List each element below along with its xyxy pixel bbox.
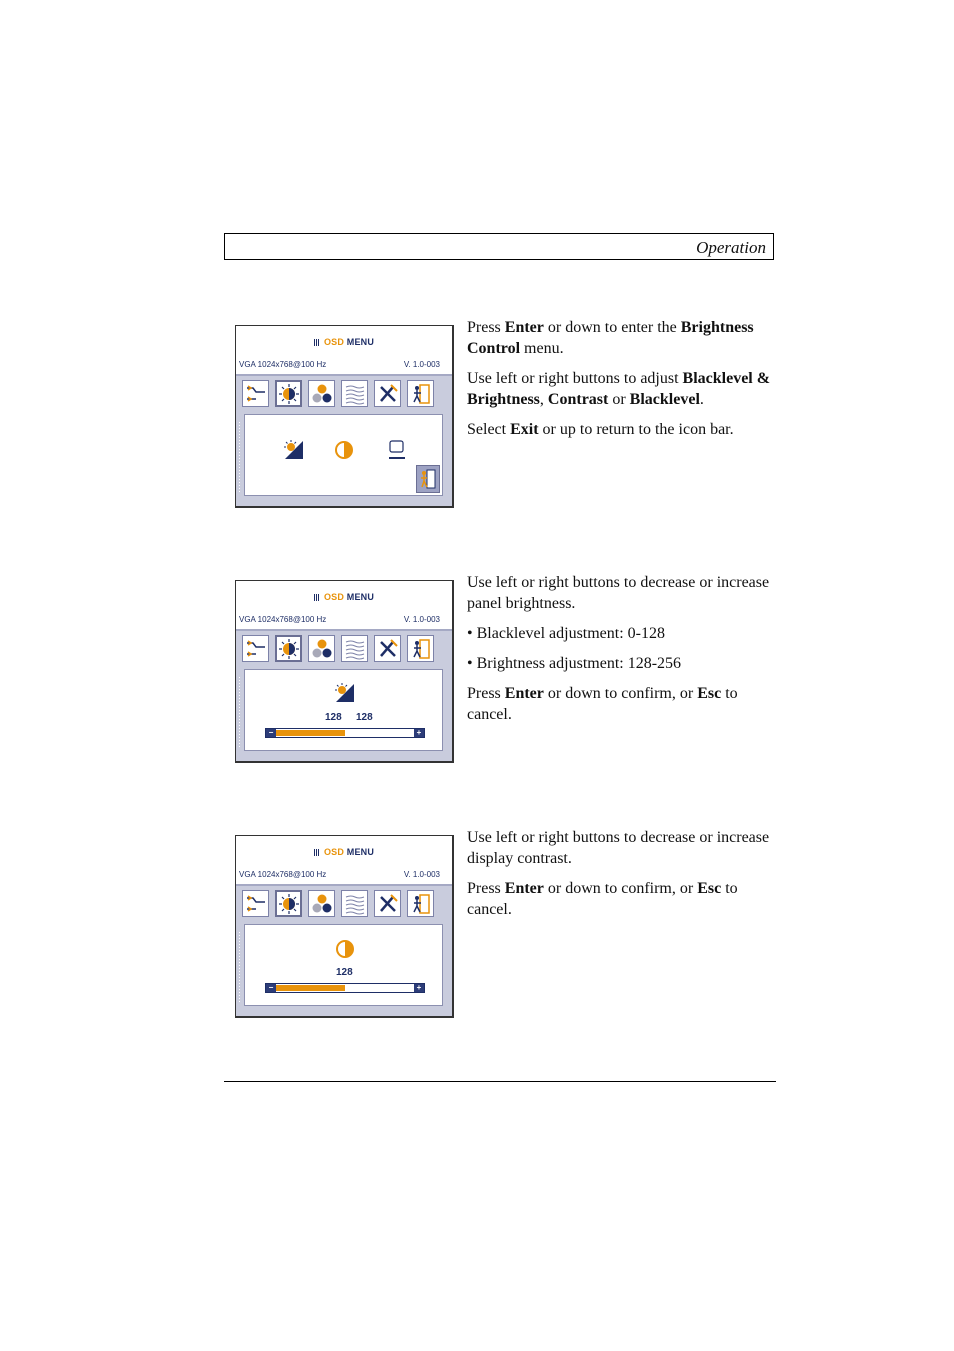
text: Press xyxy=(467,319,505,336)
osd-title-suffix: MENU xyxy=(346,847,375,857)
section1-text xyxy=(467,317,772,449)
exit-door-icon[interactable] xyxy=(407,635,434,662)
text: Select xyxy=(467,421,511,438)
exit-door-icon[interactable] xyxy=(407,380,434,407)
section1-paragraph1 xyxy=(467,317,772,359)
text: or xyxy=(608,391,630,408)
osd-header xyxy=(236,836,452,886)
osd-screenshot-contrast xyxy=(235,835,454,1018)
input-source-icon[interactable] xyxy=(242,380,269,407)
osd-header xyxy=(236,581,452,631)
osd-logo-icon xyxy=(314,849,320,856)
keyword-blacklevel-brightness: Blacklevel & Brightness xyxy=(467,370,771,408)
brightness-icon[interactable] xyxy=(275,380,302,407)
osd-adjust-panel xyxy=(244,924,443,1006)
tools-icon[interactable] xyxy=(374,380,401,407)
osd-screenshot-blacklevel-brightness xyxy=(235,580,454,763)
keyword-blacklevel: Blacklevel xyxy=(629,391,700,408)
osd-version: V. 1.0-003 xyxy=(403,360,440,369)
blacklevel-value: 128 xyxy=(325,712,342,723)
osd-side-dots xyxy=(239,677,240,747)
text: or down to confirm, or xyxy=(543,880,698,897)
tools-icon[interactable] xyxy=(374,890,401,917)
section2-text xyxy=(467,572,772,734)
osd-side-dots xyxy=(239,422,240,492)
text: menu. xyxy=(520,340,564,357)
exit-door-icon[interactable] xyxy=(407,890,434,917)
osd-icon-bar xyxy=(242,380,434,408)
input-source-icon[interactable] xyxy=(242,890,269,917)
osd-resolution: VGA 1024x768@100 Hz xyxy=(239,360,327,369)
header-title: Operation xyxy=(696,238,766,257)
osd-title xyxy=(236,337,452,347)
osd-title xyxy=(236,847,452,857)
blacklevel-brightness-icon[interactable] xyxy=(283,439,305,466)
tools-icon[interactable] xyxy=(374,635,401,662)
color-icon[interactable] xyxy=(308,380,335,407)
page-header xyxy=(224,233,774,260)
brightness-icon[interactable] xyxy=(275,635,302,662)
section1-paragraph3 xyxy=(467,419,772,440)
keyword-brightness-control: Brightness Control xyxy=(467,319,754,357)
osd-title-suffix: MENU xyxy=(346,592,375,602)
osd-submenu-panel xyxy=(244,414,443,496)
keyword-contrast: Contrast xyxy=(547,391,609,408)
keyword-enter: Enter xyxy=(504,685,544,702)
osd-logo-icon xyxy=(314,594,320,601)
color-icon[interactable] xyxy=(308,890,335,917)
text: . xyxy=(699,391,704,408)
text: , xyxy=(539,391,548,408)
text: Press xyxy=(467,685,505,702)
color-icon[interactable] xyxy=(308,635,335,662)
slider-increase-button[interactable]: + xyxy=(414,729,424,737)
osd-resolution: VGA 1024x768@100 Hz xyxy=(239,870,327,879)
slider-fill xyxy=(276,985,345,991)
osd-resolution: VGA 1024x768@100 Hz xyxy=(239,615,327,624)
text: or down to confirm, or xyxy=(543,685,698,702)
image-icon[interactable] xyxy=(341,380,368,407)
section3-text xyxy=(467,827,772,929)
osd-header xyxy=(236,326,452,376)
brightness-icon[interactable] xyxy=(275,890,302,917)
text: or up to return to the icon bar. xyxy=(538,421,734,438)
keyword-exit: Exit xyxy=(510,421,539,438)
section3-paragraph1: Use left or right buttons to decrease or increase display contrast. xyxy=(467,829,770,867)
text: or down to enter the xyxy=(543,319,681,336)
osd-version: V. 1.0-003 xyxy=(403,870,440,879)
contrast-value: 128 xyxy=(336,967,353,978)
slider-decrease-button[interactable]: − xyxy=(266,729,276,737)
osd-logo-icon xyxy=(314,339,320,346)
section3-paragraph2 xyxy=(467,878,772,920)
osd-screenshot-brightness-control xyxy=(235,325,454,508)
brightness-slider[interactable] xyxy=(265,728,425,738)
text: Use left or right buttons to adjust xyxy=(467,370,683,387)
osd-title-prefix: OSD xyxy=(323,847,345,857)
text: Press xyxy=(467,880,505,897)
text: to cancel. xyxy=(467,880,738,918)
osd-version: V. 1.0-003 xyxy=(403,615,440,624)
osd-title-prefix: OSD xyxy=(323,337,345,347)
keyword-esc: Esc xyxy=(697,880,722,897)
osd-side-dots xyxy=(239,932,240,1002)
osd-icon-bar xyxy=(242,890,434,918)
section2-paragraph3 xyxy=(467,683,772,725)
contrast-icon[interactable] xyxy=(334,440,354,465)
slider-decrease-button[interactable]: − xyxy=(266,984,276,992)
contrast-slider[interactable] xyxy=(265,983,425,993)
brightness-value: 128 xyxy=(356,712,373,723)
image-icon[interactable] xyxy=(341,890,368,917)
keyword-esc: Esc xyxy=(697,685,722,702)
submenu-exit-icon[interactable] xyxy=(416,465,440,493)
keyword-enter: Enter xyxy=(504,880,544,897)
osd-icon-bar xyxy=(242,635,434,663)
image-icon[interactable] xyxy=(341,635,368,662)
section2-bullet1: • Blacklevel adjustment: 0-128 xyxy=(467,625,665,642)
slider-increase-button[interactable]: + xyxy=(414,984,424,992)
input-source-icon[interactable] xyxy=(242,635,269,662)
slider-fill xyxy=(276,730,345,736)
osd-adjust-panel xyxy=(244,669,443,751)
osd-title-prefix: OSD xyxy=(323,592,345,602)
section2-paragraph1: Use left or right buttons to decrease or increase panel brightness. xyxy=(467,574,770,612)
osd-title xyxy=(236,592,452,602)
contrast-icon xyxy=(335,939,355,964)
blacklevel-brightness-icon xyxy=(334,682,356,709)
blacklevel-monitor-icon[interactable] xyxy=(387,439,407,466)
section1-paragraph2 xyxy=(467,368,772,410)
osd-title-suffix: MENU xyxy=(346,337,375,347)
footer-rule xyxy=(224,1081,776,1082)
keyword-enter: Enter xyxy=(504,319,544,336)
text: to cancel. xyxy=(467,685,738,723)
section2-bullet2: • Brightness adjustment: 128-256 xyxy=(467,655,682,672)
